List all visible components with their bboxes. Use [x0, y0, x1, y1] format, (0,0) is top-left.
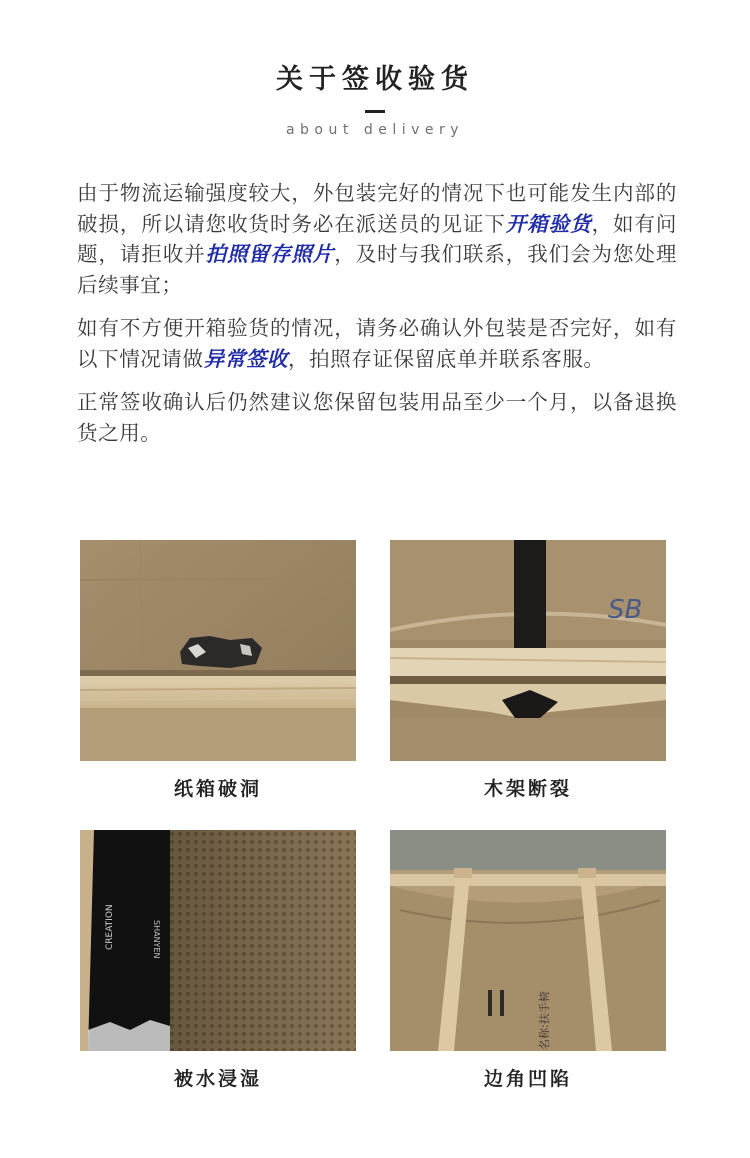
- box-label-text: 名称:扶手椅: [538, 991, 551, 1050]
- paragraph-text: ，拍照存证保留底单并联系客服。: [288, 346, 605, 371]
- paragraph-text: ，如有问题，请拒收并: [77, 211, 677, 266]
- water-soaked-photo: [80, 830, 356, 1051]
- paragraph-text: 由于物流运输强度较大，外包装完好的情况下也可能发生内部的破损，所以请您收货时务必在派送员的见证下: [77, 181, 677, 236]
- page-subtitle: about delivery: [285, 122, 465, 138]
- box-handwriting: SB: [608, 595, 643, 625]
- title-divider: [365, 110, 385, 113]
- tape-brand-text-2: SHANYEN: [152, 920, 161, 959]
- paragraph-abnormal: [77, 313, 677, 374]
- paragraph-keep-packaging: [77, 387, 677, 448]
- corner-dent-photo: [390, 830, 666, 1051]
- caption-water-soaked: 被水浸湿: [173, 1068, 262, 1090]
- page-header: [0, 60, 750, 141]
- notice-text: [77, 178, 677, 461]
- highlight-take-photos: 拍照留存照片: [205, 242, 335, 266]
- caption-corner-dent: 边角凹陷: [483, 1068, 572, 1090]
- page-title: 关于签收验货: [276, 64, 474, 95]
- caption-wood-frame-broken: 木架断裂: [483, 778, 572, 800]
- highlight-abnormal-sign: 异常签收: [203, 346, 289, 371]
- wood-frame-broken-photo: [390, 540, 666, 761]
- tape-brand-text: CREATION: [105, 904, 115, 950]
- paragraph-inspection: [77, 178, 677, 300]
- caption-carton-hole: 纸箱破洞: [173, 778, 262, 800]
- highlight-open-inspect: 开箱验货: [505, 211, 592, 236]
- carton-hole-photo: [80, 540, 356, 761]
- paragraph-text: 如有不方便开箱验货的情况，请务必确认外包装是否完好，如有以下情况请做: [77, 316, 677, 371]
- paragraph-text: ，及时与我们联系，我们会为您处理后续事宜；: [77, 242, 677, 297]
- paragraph-text: 正常签收确认后仍然建议您保留包装用品至少一个月，以备退换货之用。: [77, 390, 677, 445]
